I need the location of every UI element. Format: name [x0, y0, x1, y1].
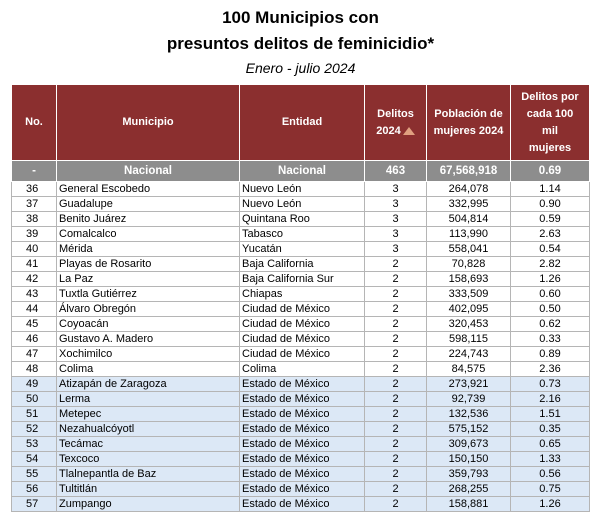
cell-no: 51: [12, 407, 57, 422]
header-tasa-line2: cada 100: [526, 107, 574, 120]
table-row: [12, 422, 590, 437]
cell-no: 41: [12, 257, 57, 272]
cell-delitos: 3: [365, 242, 427, 257]
cell-tasa: 0.90: [511, 197, 590, 212]
cell-entidad: Estado de México: [240, 482, 365, 497]
cell-poblacion: 70,828: [427, 257, 511, 272]
table-row: [12, 302, 590, 317]
cell-tasa: 0.59: [511, 212, 590, 227]
cell-poblacion: 158,881: [427, 497, 511, 512]
cell-poblacion: 273,921: [427, 377, 511, 392]
table-row: [12, 317, 590, 332]
cell-entidad: Estado de México: [240, 452, 365, 467]
table-row: [12, 377, 590, 392]
header-delitos[interactable]: [365, 85, 427, 161]
cell-tasa: 0.73: [511, 377, 590, 392]
cell-municipio: Benito Juárez: [57, 212, 240, 227]
cell-municipio: Tecámac: [57, 437, 240, 452]
cell-poblacion: 332,995: [427, 197, 511, 212]
cell-poblacion: 402,095: [427, 302, 511, 317]
cell-delitos: 2: [365, 362, 427, 377]
cell-delitos: 3: [365, 197, 427, 212]
cell-no: 37: [12, 197, 57, 212]
cell-poblacion: 150,150: [427, 452, 511, 467]
cell-entidad: Yucatán: [240, 242, 365, 257]
cell-municipio: Metepec: [57, 407, 240, 422]
cell-poblacion: 575,152: [427, 422, 511, 437]
cell-entidad: Estado de México: [240, 497, 365, 512]
cell-entidad: Estado de México: [240, 422, 365, 437]
table-row: [12, 467, 590, 482]
cell-no: 42: [12, 272, 57, 287]
cell-no: 48: [12, 362, 57, 377]
national-total-row: [12, 161, 590, 182]
cell-poblacion: 268,255: [427, 482, 511, 497]
cell-municipio: Zumpango: [57, 497, 240, 512]
cell-no: 49: [12, 377, 57, 392]
cell-delitos: 2: [365, 467, 427, 482]
national-municipio: Nacional: [57, 161, 240, 182]
cell-entidad: Estado de México: [240, 437, 365, 452]
cell-municipio: Texcoco: [57, 452, 240, 467]
cell-tasa: 0.62: [511, 317, 590, 332]
table-row: [12, 227, 590, 242]
cell-tasa: 2.36: [511, 362, 590, 377]
header-municipio: Municipio: [57, 85, 240, 161]
cell-tasa: 0.56: [511, 467, 590, 482]
cell-no: 45: [12, 317, 57, 332]
cell-tasa: 0.54: [511, 242, 590, 257]
cell-entidad: Ciudad de México: [240, 332, 365, 347]
cell-no: 40: [12, 242, 57, 257]
cell-delitos: 2: [365, 407, 427, 422]
cell-no: 53: [12, 437, 57, 452]
table-header-row: [12, 85, 590, 161]
table-row: [12, 242, 590, 257]
cell-tasa: 1.26: [511, 497, 590, 512]
cell-tasa: 0.60: [511, 287, 590, 302]
cell-delitos: 2: [365, 497, 427, 512]
cell-delitos: 2: [365, 257, 427, 272]
cell-poblacion: 224,743: [427, 347, 511, 362]
cell-poblacion: 92,739: [427, 392, 511, 407]
header-no: No.: [12, 85, 57, 161]
cell-delitos: 2: [365, 347, 427, 362]
cell-entidad: Ciudad de México: [240, 302, 365, 317]
cell-tasa: 2.63: [511, 227, 590, 242]
table-row: [12, 347, 590, 362]
cell-tasa: 2.16: [511, 392, 590, 407]
cell-poblacion: 264,078: [427, 182, 511, 197]
cell-tasa: 0.33: [511, 332, 590, 347]
table-row: [12, 482, 590, 497]
table-row: [12, 452, 590, 467]
cell-no: 56: [12, 482, 57, 497]
cell-entidad: Tabasco: [240, 227, 365, 242]
table-row: [12, 182, 590, 197]
header-poblacion: [427, 85, 511, 161]
cell-delitos: 2: [365, 437, 427, 452]
cell-municipio: Nezahualcóyotl: [57, 422, 240, 437]
cell-poblacion: 113,990: [427, 227, 511, 242]
cell-delitos: 2: [365, 377, 427, 392]
cell-delitos: 2: [365, 422, 427, 437]
table-row: [12, 407, 590, 422]
header-poblacion-line1: Población de: [434, 107, 503, 120]
header-tasa: [511, 85, 590, 161]
cell-municipio: Mérida: [57, 242, 240, 257]
cell-poblacion: 84,575: [427, 362, 511, 377]
cell-poblacion: 158,693: [427, 272, 511, 287]
table-row: [12, 497, 590, 512]
title-block: [0, 6, 601, 79]
cell-municipio: Tultitlán: [57, 482, 240, 497]
cell-no: 54: [12, 452, 57, 467]
cell-municipio: Comalcalco: [57, 227, 240, 242]
cell-no: 57: [12, 497, 57, 512]
municipalities-table: [11, 84, 590, 512]
cell-no: 46: [12, 332, 57, 347]
cell-municipio: Xochimilco: [57, 347, 240, 362]
header-tasa-line3: mil: [542, 124, 558, 137]
cell-delitos: 3: [365, 182, 427, 197]
header-delitos-line2: 2024: [376, 124, 401, 137]
cell-municipio: La Paz: [57, 272, 240, 287]
cell-tasa: 2.82: [511, 257, 590, 272]
page-title-line2: presuntos delitos de feminicidio*: [166, 34, 435, 53]
cell-entidad: Colima: [240, 362, 365, 377]
cell-entidad: Estado de México: [240, 407, 365, 422]
national-tasa: 0.69: [511, 161, 590, 182]
cell-tasa: 1.14: [511, 182, 590, 197]
table-row: [12, 287, 590, 302]
cell-municipio: General Escobedo: [57, 182, 240, 197]
table-row: [12, 392, 590, 407]
cell-entidad: Chiapas: [240, 287, 365, 302]
national-no: -: [12, 161, 57, 182]
cell-no: 38: [12, 212, 57, 227]
national-poblacion: 67,568,918: [427, 161, 511, 182]
cell-entidad: Baja California Sur: [240, 272, 365, 287]
cell-delitos: 2: [365, 272, 427, 287]
cell-entidad: Nuevo León: [240, 197, 365, 212]
cell-municipio: Tuxtla Gutiérrez: [57, 287, 240, 302]
table-row: [12, 257, 590, 272]
cell-tasa: 1.51: [511, 407, 590, 422]
cell-municipio: Atizapán de Zaragoza: [57, 377, 240, 392]
cell-municipio: Playas de Rosarito: [57, 257, 240, 272]
cell-poblacion: 132,536: [427, 407, 511, 422]
cell-entidad: Estado de México: [240, 467, 365, 482]
header-tasa-line1: Delitos por: [521, 90, 579, 103]
cell-municipio: Álvaro Obregón: [57, 302, 240, 317]
header-tasa-line4: mujeres: [528, 141, 572, 154]
table-row: [12, 197, 590, 212]
cell-delitos: 2: [365, 452, 427, 467]
header-poblacion-line2: mujeres 2024: [433, 124, 504, 137]
cell-delitos: 2: [365, 482, 427, 497]
cell-tasa: 0.89: [511, 347, 590, 362]
cell-municipio: Lerma: [57, 392, 240, 407]
cell-municipio: Coyoacán: [57, 317, 240, 332]
cell-tasa: 0.35: [511, 422, 590, 437]
cell-no: 50: [12, 392, 57, 407]
cell-entidad: Nuevo León: [240, 182, 365, 197]
cell-delitos: 3: [365, 212, 427, 227]
cell-entidad: Quintana Roo: [240, 212, 365, 227]
table-row: [12, 437, 590, 452]
cell-no: 55: [12, 467, 57, 482]
cell-poblacion: 309,673: [427, 437, 511, 452]
table-row: [12, 212, 590, 227]
cell-no: 47: [12, 347, 57, 362]
cell-municipio: Tlalnepantla de Baz: [57, 467, 240, 482]
cell-no: 44: [12, 302, 57, 317]
cell-poblacion: 320,453: [427, 317, 511, 332]
cell-entidad: Estado de México: [240, 377, 365, 392]
cell-no: 52: [12, 422, 57, 437]
cell-municipio: Guadalupe: [57, 197, 240, 212]
page-subtitle: Enero - julio 2024: [245, 60, 356, 76]
cell-municipio: Gustavo A. Madero: [57, 332, 240, 347]
national-entidad: Nacional: [240, 161, 365, 182]
cell-no: 43: [12, 287, 57, 302]
cell-entidad: Estado de México: [240, 392, 365, 407]
cell-tasa: 1.26: [511, 272, 590, 287]
cell-delitos: 2: [365, 392, 427, 407]
table-row: [12, 332, 590, 347]
page-title-line1: 100 Municipios con: [222, 8, 379, 27]
table-row: [12, 362, 590, 377]
cell-tasa: 0.65: [511, 437, 590, 452]
cell-municipio: Colima: [57, 362, 240, 377]
cell-entidad: Ciudad de México: [240, 347, 365, 362]
cell-no: 36: [12, 182, 57, 197]
cell-delitos: 2: [365, 287, 427, 302]
header-delitos-line1: Delitos: [377, 107, 414, 120]
cell-poblacion: 359,793: [427, 467, 511, 482]
cell-tasa: 0.75: [511, 482, 590, 497]
cell-poblacion: 598,115: [427, 332, 511, 347]
cell-poblacion: 333,509: [427, 287, 511, 302]
cell-tasa: 0.50: [511, 302, 590, 317]
cell-delitos: 3: [365, 227, 427, 242]
cell-tasa: 1.33: [511, 452, 590, 467]
cell-no: 39: [12, 227, 57, 242]
cell-delitos: 2: [365, 317, 427, 332]
cell-entidad: Ciudad de México: [240, 317, 365, 332]
cell-entidad: Baja California: [240, 257, 365, 272]
national-delitos: 463: [365, 161, 427, 182]
sort-up-arrow-icon[interactable]: [403, 127, 415, 135]
cell-poblacion: 558,041: [427, 242, 511, 257]
cell-delitos: 2: [365, 332, 427, 347]
header-entidad: Entidad: [240, 85, 365, 161]
cell-poblacion: 504,814: [427, 212, 511, 227]
table-row: [12, 272, 590, 287]
cell-delitos: 2: [365, 302, 427, 317]
